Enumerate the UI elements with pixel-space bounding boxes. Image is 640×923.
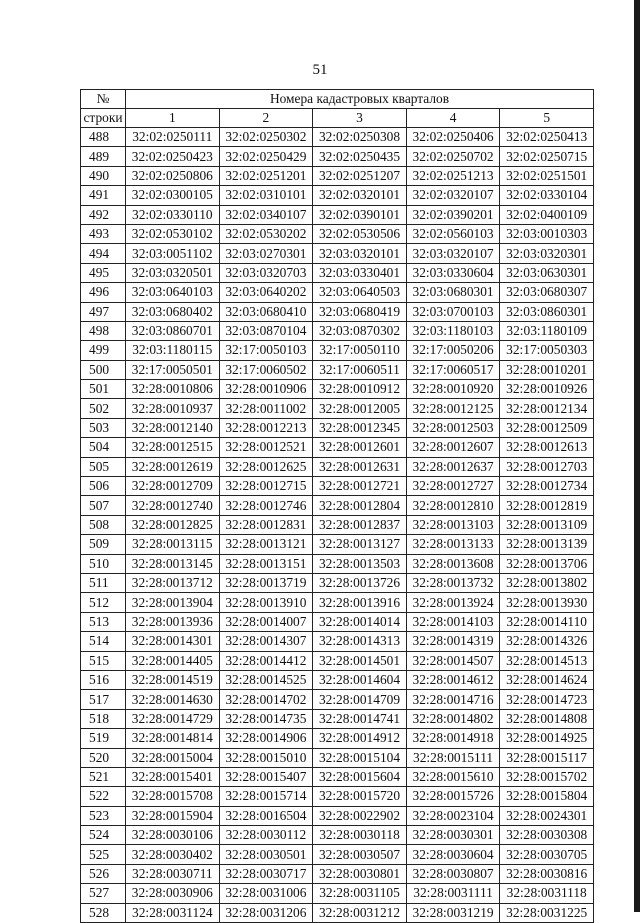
cadastral-quarter-cell: 32:28:0014103 [406,612,500,631]
row-number: 519 [81,729,126,748]
row-number: 499 [81,341,126,360]
table-row [81,826,594,845]
cadastral-quarter-cell: 32:28:0023104 [406,806,500,825]
cadastral-quarter-cell: 32:28:0014723 [500,690,594,709]
cadastral-quarter-cell: 32:28:0014313 [313,632,407,651]
cadastral-quarter-cell: 32:03:0680301 [406,283,500,302]
row-number: 505 [81,457,126,476]
row-number: 524 [81,826,126,845]
cadastral-quarter-cell: 32:28:0014319 [406,632,500,651]
cadastral-quarter-cell: 32:28:0030308 [500,826,594,845]
column-header-1: 1 [126,109,220,128]
row-number: 525 [81,845,126,864]
cadastral-quarter-cell: 32:28:0015407 [219,767,313,786]
cadastral-quarter-cell: 32:28:0015726 [406,787,500,806]
cadastral-quarter-cell: 32:02:0250702 [406,147,500,166]
cadastral-quarter-cell: 32:28:0014405 [126,651,220,670]
cadastral-quarter-cell: 32:28:0013802 [500,573,594,592]
cadastral-quarter-cell: 32:28:0030604 [406,845,500,864]
cadastral-quarter-cell: 32:28:0013139 [500,535,594,554]
cadastral-quarter-cell: 32:28:0014709 [313,690,407,709]
cadastral-quarter-cell: 32:28:0031225 [500,903,594,922]
cadastral-quarter-cell: 32:28:0031219 [406,903,500,922]
table-row [81,670,594,689]
cadastral-quarter-cell: 32:28:0014612 [406,670,500,689]
cadastral-quarter-cell: 32:02:0310101 [219,186,313,205]
row-number: 510 [81,554,126,573]
cadastral-quarter-cell: 32:28:0012005 [313,399,407,418]
row-number: 515 [81,651,126,670]
cadastral-quarter-cell: 32:28:0012503 [406,418,500,437]
cadastral-quarter-cell: 32:03:1180109 [500,321,594,340]
row-number: 516 [81,670,126,689]
cadastral-quarter-cell: 32:28:0012619 [126,457,220,476]
table-row [81,205,594,224]
row-number: 498 [81,321,126,340]
cadastral-quarter-cell: 32:28:0030118 [313,826,407,845]
cadastral-quarter-cell: 32:03:0640503 [313,283,407,302]
cadastral-quarter-cell: 32:28:0012631 [313,457,407,476]
cadastral-quarter-cell: 32:28:0015111 [406,748,500,767]
row-number: 508 [81,515,126,534]
cadastral-quarter-cell: 32:02:0560103 [406,224,500,243]
cadastral-quarter-cell: 32:02:0390101 [313,205,407,224]
cadastral-quarter-cell: 32:28:0014716 [406,690,500,709]
cadastral-quarter-cell: 32:28:0012819 [500,496,594,515]
cadastral-quarter-cell: 32:28:0030711 [126,864,220,883]
table-row [81,884,594,903]
cadastral-quarter-cell: 32:03:0330401 [313,263,407,282]
row-number: 527 [81,884,126,903]
cadastral-quarter-cell: 32:28:0013930 [500,593,594,612]
cadastral-quarter-cell: 32:02:0330110 [126,205,220,224]
cadastral-quarter-cell: 32:28:0024301 [500,806,594,825]
cadastral-quarter-cell: 32:28:0012740 [126,496,220,515]
cadastral-quarter-cell: 32:28:0013916 [313,593,407,612]
cadastral-quarter-cell: 32:28:0010920 [406,380,500,399]
cadastral-quarter-cell: 32:03:1180115 [126,341,220,360]
column-header-2: 2 [219,109,313,128]
table-row [81,554,594,573]
cadastral-quarter-cell: 32:28:0012625 [219,457,313,476]
row-number: 521 [81,767,126,786]
cadastral-quarter-cell: 32:28:0013706 [500,554,594,573]
cadastral-quarter-cell: 32:28:0010806 [126,380,220,399]
cadastral-quarter-cell: 32:02:0251201 [219,166,313,185]
cadastral-quarter-cell: 32:28:0012515 [126,438,220,457]
scan-edge [634,0,640,912]
table-row [81,806,594,825]
cadastral-quarter-cell: 32:02:0250111 [126,128,220,147]
cadastral-quarter-cell: 32:02:0320101 [313,186,407,205]
table-row [81,224,594,243]
cadastral-quarter-cell: 32:28:0014925 [500,729,594,748]
cadastral-quarter-cell: 32:17:0050501 [126,360,220,379]
cadastral-quarter-cell: 32:28:0013732 [406,573,500,592]
cadastral-quarter-cell: 32:28:0014735 [219,709,313,728]
table-row [81,690,594,709]
cadastral-quarter-cell: 32:02:0250413 [500,128,594,147]
cadastral-quarter-cell: 32:28:0013115 [126,535,220,554]
cadastral-quarter-cell: 32:28:0015804 [500,787,594,806]
table-row [81,263,594,282]
row-number: 497 [81,302,126,321]
cadastral-quarter-cell: 32:28:0012637 [406,457,500,476]
table-row [81,709,594,728]
cadastral-quarter-cell: 32:28:0013151 [219,554,313,573]
cadastral-quarter-cell: 32:03:0870302 [313,321,407,340]
cadastral-quarter-cell: 32:28:0010906 [219,380,313,399]
cadastral-quarter-cell: 32:28:0031006 [219,884,313,903]
cadastral-quarter-cell: 32:28:0014604 [313,670,407,689]
cadastral-quarter-cell: 32:28:0012837 [313,515,407,534]
table-row [81,283,594,302]
cadastral-quarter-cell: 32:28:0014624 [500,670,594,689]
row-number: 528 [81,903,126,922]
table-row [81,593,594,612]
cadastral-quarter-cell: 32:17:0050206 [406,341,500,360]
cadastral-quarter-cell: 32:28:0013910 [219,593,313,612]
cadastral-quarter-cell: 32:17:0050103 [219,341,313,360]
table-row [81,244,594,263]
table-row [81,535,594,554]
cadastral-quarter-cell: 32:17:0050303 [500,341,594,360]
cadastral-quarter-cell: 32:17:0050110 [313,341,407,360]
cadastral-quarter-cell: 32:28:0030807 [406,864,500,883]
cadastral-quarter-cell: 32:28:0030717 [219,864,313,883]
cadastral-quarter-cell: 32:28:0015714 [219,787,313,806]
cadastral-quarter-cell: 32:03:0010303 [500,224,594,243]
table-row [81,128,594,147]
cadastral-quarter-cell: 32:28:0015720 [313,787,407,806]
row-number: 512 [81,593,126,612]
table-row [81,438,594,457]
cadastral-quarter-cell: 32:28:0012825 [126,515,220,534]
cadastral-quarter-cell: 32:03:0630301 [500,263,594,282]
cadastral-quarter-cell: 32:28:0031124 [126,903,220,922]
cadastral-quarter-cell: 32:03:0860301 [500,302,594,321]
cadastral-quarter-cell: 32:03:0680419 [313,302,407,321]
table-row [81,186,594,205]
cadastral-quarter-cell: 32:17:0060502 [219,360,313,379]
cadastral-quarter-cell: 32:03:0320301 [500,244,594,263]
cadastral-quarter-cell: 32:28:0014702 [219,690,313,709]
cadastral-quarter-cell: 32:28:0014110 [500,612,594,631]
row-number: 494 [81,244,126,263]
cadastral-quarter-cell: 32:28:0012613 [500,438,594,457]
cadastral-quarter-cell: 32:28:0031111 [406,884,500,903]
cadastral-quarter-cell: 32:28:0013109 [500,515,594,534]
cadastral-quarter-cell: 32:28:0014525 [219,670,313,689]
cadastral-quarter-cell: 32:28:0016504 [219,806,313,825]
table-row [81,767,594,786]
cadastral-quarter-cell: 32:02:0250435 [313,147,407,166]
cadastral-quarters-table [80,89,594,923]
row-number: 518 [81,709,126,728]
cadastral-quarter-cell: 32:28:0031212 [313,903,407,922]
cadastral-quarter-cell: 32:28:0013103 [406,515,500,534]
cadastral-quarter-cell: 32:28:0030507 [313,845,407,864]
cadastral-quarter-cell: 32:28:0012607 [406,438,500,457]
cadastral-quarter-cell: 32:28:0015604 [313,767,407,786]
cadastral-quarter-cell: 32:28:0015904 [126,806,220,825]
row-number-header-top: № [81,90,126,109]
cadastral-quarter-cell: 32:02:0250302 [219,128,313,147]
cadastral-quarter-cell: 32:28:0012831 [219,515,313,534]
cadastral-quarter-cell: 32:28:0014814 [126,729,220,748]
cadastral-quarter-cell: 32:02:0300105 [126,186,220,205]
cadastral-quarter-cell: 32:28:0012509 [500,418,594,437]
cadastral-quarter-cell: 32:28:0014326 [500,632,594,651]
cadastral-quarter-cell: 32:28:0030501 [219,845,313,864]
cadastral-quarter-cell: 32:02:0320107 [406,186,500,205]
row-number: 514 [81,632,126,651]
table-row [81,147,594,166]
cadastral-quarter-cell: 32:28:0022902 [313,806,407,825]
cadastral-quarter-cell: 32:28:0012810 [406,496,500,515]
table-row [81,903,594,922]
page-number: 51 [312,62,328,78]
cadastral-quarter-cell: 32:28:0013712 [126,573,220,592]
cadastral-quarter-cell: 32:28:0014501 [313,651,407,670]
cadastral-quarter-cell: 32:03:0680402 [126,302,220,321]
cadastral-quarter-cell: 32:02:0390201 [406,205,500,224]
table-row [81,166,594,185]
cadastral-quarter-cell: 32:28:0015702 [500,767,594,786]
cadastral-quarter-cell: 32:28:0010201 [500,360,594,379]
cadastral-quarter-cell: 32:28:0013726 [313,573,407,592]
cadastral-quarter-cell: 32:03:0680307 [500,283,594,302]
cadastral-quarter-cell: 32:28:0030402 [126,845,220,864]
cadastral-quarter-cell: 32:28:0014014 [313,612,407,631]
table-row [81,380,594,399]
cadastral-quarter-cell: 32:02:0250806 [126,166,220,185]
row-number: 503 [81,418,126,437]
row-number: 526 [81,864,126,883]
cadastral-quarter-cell: 32:28:0012345 [313,418,407,437]
table-row [81,748,594,767]
cadastral-quarter-cell: 32:02:0340107 [219,205,313,224]
cadastral-quarter-cell: 32:28:0012721 [313,477,407,496]
cadastral-quarter-cell: 32:03:0640202 [219,283,313,302]
cadastral-quarter-cell: 32:28:0012734 [500,477,594,496]
cadastral-quarter-cell: 32:02:0330104 [500,186,594,205]
table-row [81,477,594,496]
cadastral-quarter-cell: 32:28:0013936 [126,612,220,631]
table-row [81,399,594,418]
table-row [81,515,594,534]
column-header-4: 4 [406,109,500,128]
cadastral-quarter-cell: 32:28:0030906 [126,884,220,903]
cadastral-quarter-cell: 32:28:0015004 [126,748,220,767]
cadastral-quarter-cell: 32:02:0250423 [126,147,220,166]
cadastral-quarter-cell: 32:02:0250406 [406,128,500,147]
cadastral-quarter-cell: 32:28:0014507 [406,651,500,670]
cadastral-quarter-cell: 32:03:0270301 [219,244,313,263]
cadastral-quarter-cell: 32:28:0013904 [126,593,220,612]
table-row [81,729,594,748]
cadastral-quarter-cell: 32:28:0011002 [219,399,313,418]
cadastral-quarter-cell: 32:28:0030112 [219,826,313,845]
table-row [81,457,594,476]
table-row [81,612,594,631]
row-number: 500 [81,360,126,379]
cadastral-quarter-cell: 32:28:0013924 [406,593,500,612]
row-number: 496 [81,283,126,302]
cadastral-quarter-cell: 32:28:0030301 [406,826,500,845]
cadastral-quarter-cell: 32:28:0030801 [313,864,407,883]
cadastral-quarter-cell: 32:02:0251501 [500,166,594,185]
cadastral-quarter-cell: 32:28:0013719 [219,573,313,592]
table-row [81,418,594,437]
cadastral-quarter-cell: 32:17:0060511 [313,360,407,379]
cadastral-quarter-cell: 32:03:0700103 [406,302,500,321]
cadastral-quarter-cell: 32:28:0012521 [219,438,313,457]
cadastral-quarter-cell: 32:03:0680410 [219,302,313,321]
table-row [81,321,594,340]
cadastral-quarter-cell: 32:28:0014301 [126,632,220,651]
table-row [81,302,594,321]
cadastral-quarter-cell: 32:28:0014808 [500,709,594,728]
row-number: 513 [81,612,126,631]
cadastral-quarter-cell: 32:28:0010926 [500,380,594,399]
cadastral-quarter-cell: 32:02:0250308 [313,128,407,147]
table-row [81,496,594,515]
row-number-header-bottom: строки [81,109,126,128]
cadastral-quarter-cell: 32:02:0251213 [406,166,500,185]
cadastral-quarter-cell: 32:28:0014007 [219,612,313,631]
cadastral-quarter-cell: 32:28:0031105 [313,884,407,903]
cadastral-quarter-cell: 32:28:0031206 [219,903,313,922]
cadastral-quarter-cell: 32:28:0012601 [313,438,407,457]
row-number: 492 [81,205,126,224]
row-number: 495 [81,263,126,282]
table-row [81,864,594,883]
table-body [81,128,594,923]
quarters-group-header: Номера кадастровых кварталов [126,90,594,109]
row-number: 522 [81,787,126,806]
cadastral-quarter-cell: 32:28:0013503 [313,554,407,573]
cadastral-quarter-cell: 32:28:0014906 [219,729,313,748]
cadastral-quarter-cell: 32:02:0530506 [313,224,407,243]
cadastral-quarter-cell: 32:28:0013127 [313,535,407,554]
cadastral-quarter-cell: 32:28:0015010 [219,748,313,767]
cadastral-quarter-cell: 32:28:0013121 [219,535,313,554]
row-number: 517 [81,690,126,709]
column-header-3: 3 [313,109,407,128]
cadastral-quarter-cell: 32:28:0014802 [406,709,500,728]
cadastral-quarter-cell: 32:02:0400109 [500,205,594,224]
row-number: 507 [81,496,126,515]
cadastral-quarter-cell: 32:28:0015104 [313,748,407,767]
cadastral-quarter-cell: 32:28:0030816 [500,864,594,883]
cadastral-quarter-cell: 32:03:0320501 [126,263,220,282]
row-number: 509 [81,535,126,554]
row-number: 489 [81,147,126,166]
cadastral-quarter-cell: 32:28:0012125 [406,399,500,418]
cadastral-quarter-cell: 32:28:0012709 [126,477,220,496]
row-number: 511 [81,573,126,592]
cadastral-quarter-cell: 32:02:0251207 [313,166,407,185]
table-row [81,787,594,806]
cadastral-quarter-cell: 32:28:0013145 [126,554,220,573]
row-number: 502 [81,399,126,418]
cadastral-quarter-cell: 32:28:0013133 [406,535,500,554]
row-number: 501 [81,380,126,399]
cadastral-quarter-cell: 32:28:0010937 [126,399,220,418]
cadastral-quarter-cell: 32:03:1180103 [406,321,500,340]
table-row [81,845,594,864]
cadastral-quarter-cell: 32:28:0015401 [126,767,220,786]
row-number: 523 [81,806,126,825]
cadastral-quarter-cell: 32:03:0320101 [313,244,407,263]
cadastral-quarter-cell: 32:02:0530202 [219,224,313,243]
cadastral-quarter-cell: 32:28:0012134 [500,399,594,418]
cadastral-quarter-cell: 32:28:0015117 [500,748,594,767]
table-row [81,632,594,651]
table-row [81,573,594,592]
cadastral-quarter-cell: 32:28:0015708 [126,787,220,806]
cadastral-quarter-cell: 32:28:0012140 [126,418,220,437]
row-number: 504 [81,438,126,457]
cadastral-quarter-cell: 32:28:0012804 [313,496,407,515]
cadastral-quarter-cell: 32:28:0030705 [500,845,594,864]
cadastral-quarter-cell: 32:28:0012213 [219,418,313,437]
table-row [81,651,594,670]
table-row [81,360,594,379]
cadastral-quarter-cell: 32:28:0014729 [126,709,220,728]
cadastral-quarter-cell: 32:02:0250715 [500,147,594,166]
cadastral-quarter-cell: 32:03:0330604 [406,263,500,282]
column-header-5: 5 [500,109,594,128]
cadastral-quarter-cell: 32:28:0014741 [313,709,407,728]
row-number: 493 [81,224,126,243]
table-row [81,341,594,360]
cadastral-quarter-cell: 32:03:0051102 [126,244,220,263]
cadastral-quarter-cell: 32:03:0320703 [219,263,313,282]
cadastral-quarter-cell: 32:28:0014513 [500,651,594,670]
cadastral-quarter-cell: 32:03:0320107 [406,244,500,263]
cadastral-quarter-cell: 32:28:0014412 [219,651,313,670]
cadastral-quarter-cell: 32:28:0015610 [406,767,500,786]
cadastral-quarter-cell: 32:03:0870104 [219,321,313,340]
cadastral-quarter-cell: 32:17:0060517 [406,360,500,379]
cadastral-quarter-cell: 32:28:0012703 [500,457,594,476]
row-number: 491 [81,186,126,205]
cadastral-quarter-cell: 32:28:0031118 [500,884,594,903]
row-number: 490 [81,166,126,185]
cadastral-quarter-cell: 32:02:0530102 [126,224,220,243]
cadastral-quarter-cell: 32:28:0030106 [126,826,220,845]
row-number: 520 [81,748,126,767]
cadastral-quarter-cell: 32:28:0014912 [313,729,407,748]
cadastral-quarter-cell: 32:03:0860701 [126,321,220,340]
cadastral-quarter-cell: 32:28:0014918 [406,729,500,748]
row-number: 488 [81,128,126,147]
cadastral-quarter-cell: 32:03:0640103 [126,283,220,302]
cadastral-quarter-cell: 32:28:0014519 [126,670,220,689]
cadastral-quarter-cell: 32:28:0014307 [219,632,313,651]
cadastral-quarter-cell: 32:28:0012727 [406,477,500,496]
cadastral-quarter-cell: 32:28:0012715 [219,477,313,496]
cadastral-quarter-cell: 32:28:0012746 [219,496,313,515]
row-number: 506 [81,477,126,496]
cadastral-quarter-cell: 32:28:0010912 [313,380,407,399]
cadastral-quarter-cell: 32:28:0013608 [406,554,500,573]
cadastral-quarter-cell: 32:02:0250429 [219,147,313,166]
cadastral-quarter-cell: 32:28:0014630 [126,690,220,709]
